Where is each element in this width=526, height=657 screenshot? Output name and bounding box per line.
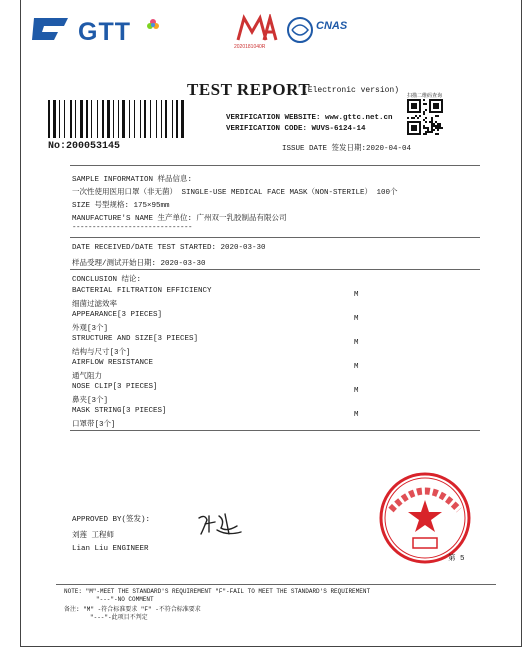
handwritten-signature <box>195 510 245 538</box>
page-number: 第 5 <box>448 555 465 563</box>
report-title: TEST REPORT <box>187 80 311 99</box>
note-line-2: "---"-NO COMMENT <box>96 596 154 603</box>
sample-manufacturer: MANUFACTURE'S NAME 生产单位: 广州双一乳胶制品有限公司 <box>72 215 287 223</box>
conclusion-item-cn: 细菌过滤效率 <box>72 301 117 309</box>
conclusion-item-mark: M <box>354 411 359 419</box>
verification-code: VERIFICATION CODE: WUVS-6124-14 <box>226 125 366 133</box>
gtt-logo-icon <box>30 14 74 44</box>
date-received: DATE RECEIVED/DATE TEST STARTED: 2020-03-30 <box>72 244 266 252</box>
conclusion-item-mark: M <box>354 339 359 347</box>
conclusion-item-cn: 外观[3个] <box>72 325 109 333</box>
conclusion-item-cn: 结构与尺寸[3个] <box>72 349 131 357</box>
conclusion-item-cn: 通气阻力 <box>72 373 102 381</box>
conclusion-item-mark: M <box>354 315 359 323</box>
date-received-cn: 样品受理/测试开始日期: 2020-03-30 <box>72 260 206 268</box>
report-title-note: (Electronic version) <box>303 86 400 95</box>
qr-code-icon <box>407 99 443 135</box>
conclusion-item-en: APPEARANCE[3 PIECES] <box>72 311 163 319</box>
note-line-1: NOTE: "M"-MEET THE STANDARD'S REQUIREMENT "F"-FAIL TO MEET THE STANDARD'S REQUIREMENT <box>64 588 371 595</box>
note-line-4: "---"-此项目不判定 <box>90 614 148 621</box>
conclusion-heading: CONCLUSION 结论: <box>72 276 142 284</box>
divider <box>70 430 480 431</box>
conclusion-item-en: BACTERIAL FILTRATION EFFICIENCY <box>72 287 212 295</box>
conclusion-item-en: MASK STRING[3 PIECES] <box>72 407 167 415</box>
cma-logo-icon <box>234 14 280 48</box>
cnas-logo: CNAS <box>316 20 348 32</box>
divider <box>70 165 480 166</box>
sample-name: 一次性使用医用口罩（非无菌） SINGLE-USE MEDICAL FACE MASK（NON-STERILE） 100个 <box>72 189 398 197</box>
verification-website: VERIFICATION WEBSITE: www.gttc.net.cn <box>226 114 393 122</box>
cma-code: 2020181040R <box>234 44 266 50</box>
conclusion-item-mark: M <box>354 387 359 395</box>
issue-date: ISSUE DATE 签发日期:2020-04-04 <box>282 145 412 153</box>
brand-name: GTT <box>78 18 131 46</box>
sample-heading: SAMPLE INFORMATION 样品信息: <box>72 176 193 184</box>
conclusion-item-mark: M <box>354 363 359 371</box>
approver-name-cn: 刘莲 工程师 <box>72 532 115 540</box>
note-line-3: 备注: "M" -符合标准要求 "F" -不符合标准要求 <box>64 606 201 613</box>
report-number: No:200053145 <box>48 141 121 152</box>
divider <box>70 269 480 270</box>
conclusion-item-en: NOSE CLIP[3 PIECES] <box>72 383 158 391</box>
conclusion-item-cn: 口罩带[3个] <box>72 421 116 429</box>
approver-name-en: Lian Liu ENGINEER <box>72 545 149 553</box>
conclusion-item-en: AIRFLOW RESISTANCE <box>72 359 154 367</box>
sample-size: SIZE 号型规格: 175×95mm <box>72 202 170 210</box>
brand-flower-icon <box>146 18 160 32</box>
divider <box>70 237 480 238</box>
conclusion-item-mark: M <box>354 291 359 299</box>
approval-label: APPROVED BY(签发): <box>72 516 151 524</box>
divider <box>56 584 496 585</box>
sample-underline: ------------------------------ <box>72 224 193 232</box>
qr-label: 扫描二维码查询 <box>407 93 443 99</box>
barcode-icon <box>48 100 218 138</box>
conclusion-item-en: STRUCTURE AND SIZE[3 PIECES] <box>72 335 199 343</box>
ilac-mra-logo-icon <box>286 16 314 44</box>
conclusion-item-cn: 鼻夹[3个] <box>72 397 109 405</box>
